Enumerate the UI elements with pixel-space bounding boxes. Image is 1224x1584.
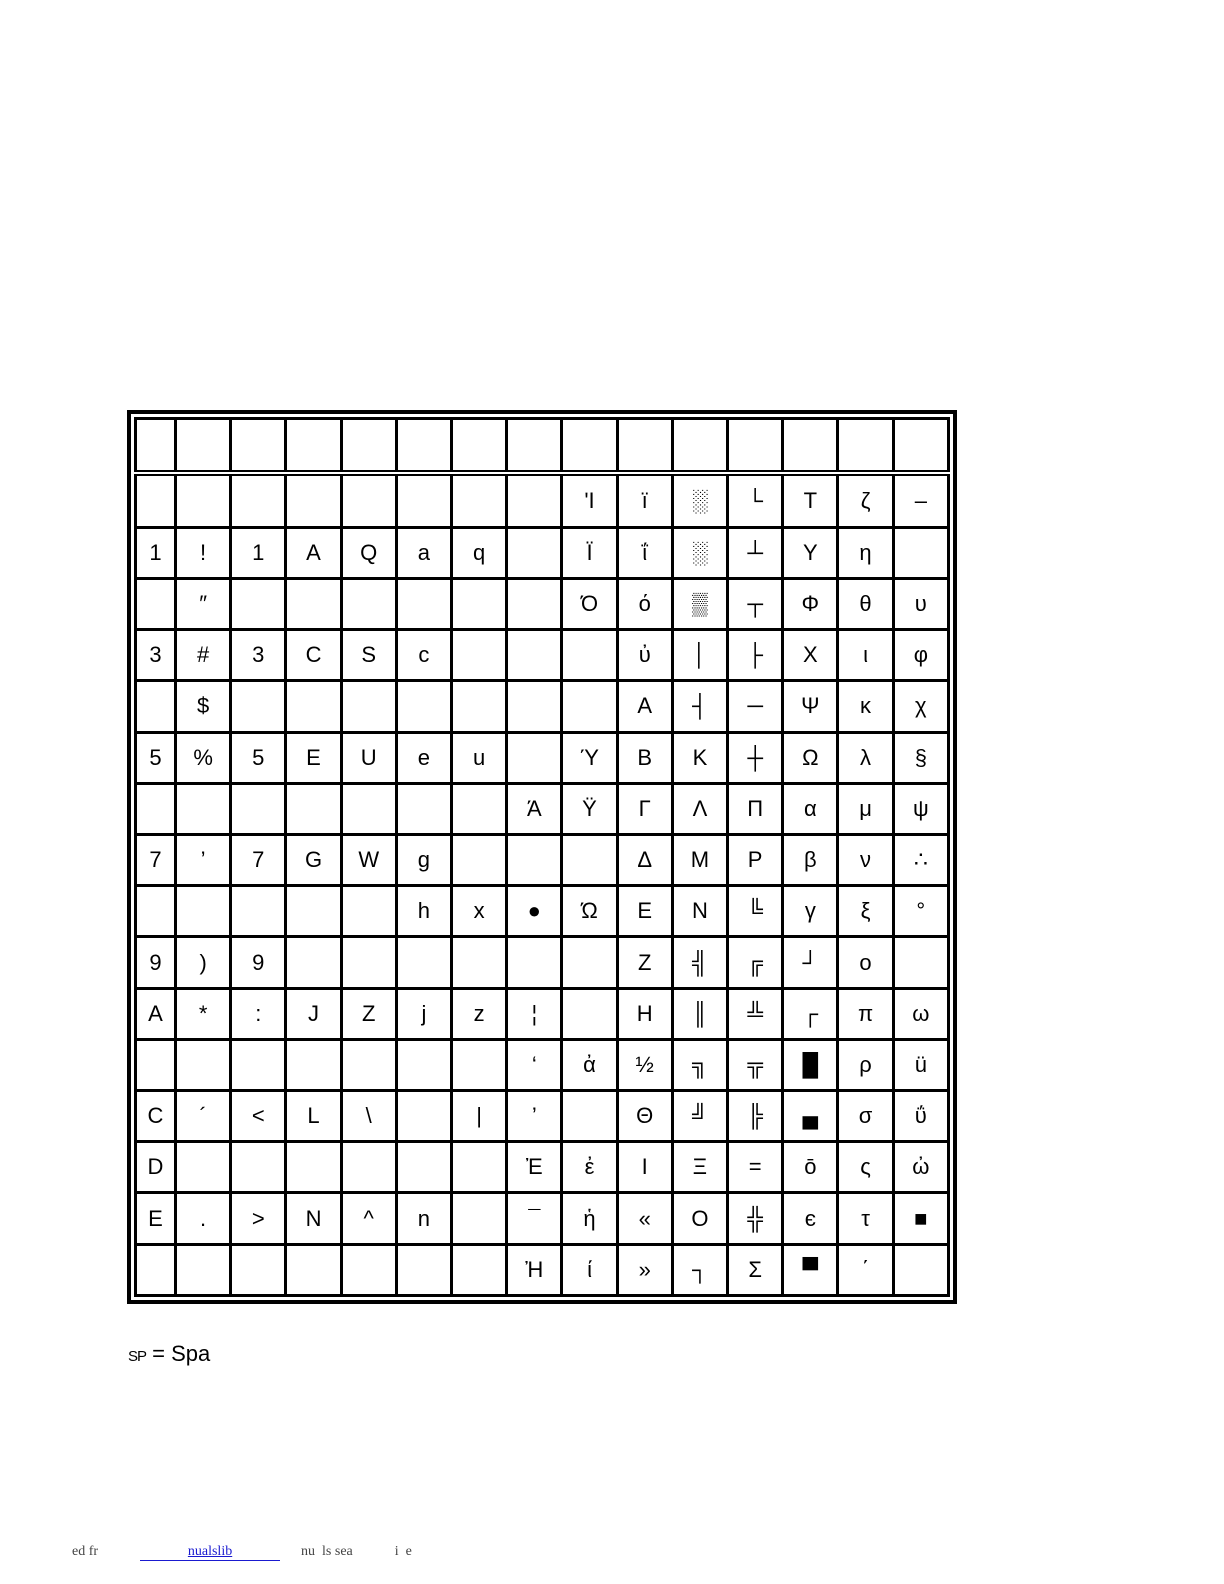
table-cell: Π: [728, 783, 783, 834]
table-row: [136, 578, 949, 629]
table-cell: [507, 835, 562, 886]
table-row: [136, 732, 949, 783]
table-cell: [728, 419, 783, 474]
table-cell: ὐ: [617, 630, 672, 681]
table-cell: ╣: [672, 937, 727, 988]
table-cell: Ά: [507, 783, 562, 834]
table-cell: ╬: [728, 1193, 783, 1244]
table-cell: ν: [838, 835, 893, 886]
table-cell: [562, 988, 617, 1039]
table-cell: λ: [838, 732, 893, 783]
table-cell: υ: [893, 578, 948, 629]
table-cell: [341, 419, 396, 474]
table-cell: 7: [231, 835, 286, 886]
table-cell: ╝: [672, 1091, 727, 1142]
table-cell: Ι: [617, 1142, 672, 1193]
table-cell: Δ: [617, 835, 672, 886]
table-cell: Υ: [783, 527, 838, 578]
table-cell: [136, 1039, 176, 1090]
table-cell: ¦: [507, 988, 562, 1039]
table-cell: Ϋ: [562, 783, 617, 834]
table-cell: Χ: [783, 630, 838, 681]
table-cell: [562, 835, 617, 886]
table-cell: e: [396, 732, 451, 783]
table-cell: [396, 681, 451, 732]
table-cell: [507, 419, 562, 474]
table-cell: ὠ: [893, 1142, 948, 1193]
table-cell: ┬: [728, 578, 783, 629]
table-cell: Λ: [672, 783, 727, 834]
table-cell: Ζ: [617, 937, 672, 988]
table-cell: Ύ: [562, 732, 617, 783]
table-cell: =: [728, 1142, 783, 1193]
table-cell: ἡ: [562, 1193, 617, 1244]
table-cell: $: [176, 681, 231, 732]
table-cell: α: [783, 783, 838, 834]
table-cell: ’: [176, 835, 231, 886]
table-cell: [562, 937, 617, 988]
table-cell: [176, 886, 231, 937]
table-cell: :: [231, 988, 286, 1039]
table-cell: [286, 1142, 341, 1193]
table-cell: \: [341, 1091, 396, 1142]
table-cell: [341, 1244, 396, 1295]
table-cell: a: [396, 527, 451, 578]
table-cell: Ξ: [672, 1142, 727, 1193]
table-cell: ╩: [728, 988, 783, 1039]
table-cell: Q: [341, 527, 396, 578]
table-cell: ╠: [728, 1091, 783, 1142]
table-cell: h: [396, 886, 451, 937]
table-cell: θ: [838, 578, 893, 629]
table-cell: [286, 783, 341, 834]
character-table: [134, 417, 950, 1297]
table-cell: [286, 1039, 341, 1090]
table-cell: [617, 419, 672, 474]
table-cell: D: [136, 1142, 176, 1193]
table-cell: ╗: [672, 1039, 727, 1090]
table-cell: [286, 578, 341, 629]
table-cell: ▄: [783, 1091, 838, 1142]
table-cell: [176, 1244, 231, 1295]
table-cell: [562, 1091, 617, 1142]
table-row: [136, 835, 949, 886]
table-row: [136, 419, 949, 474]
table-cell: [396, 937, 451, 988]
table-cell: ░: [672, 473, 727, 527]
table-cell: ἐ: [562, 1142, 617, 1193]
table-cell: [176, 419, 231, 474]
table-cell: z: [452, 988, 507, 1039]
table-cell: [341, 886, 396, 937]
table-cell: Ἠ: [507, 1244, 562, 1295]
table-cell: 5: [136, 732, 176, 783]
table-cell: Θ: [617, 1091, 672, 1142]
table-cell: γ: [783, 886, 838, 937]
table-cell: Ω: [783, 732, 838, 783]
table-cell: [452, 419, 507, 474]
table-cell: c: [396, 630, 451, 681]
table-cell: .: [176, 1193, 231, 1244]
table-cell: Φ: [783, 578, 838, 629]
table-cell: ΄: [838, 1244, 893, 1295]
table-cell: ι: [838, 630, 893, 681]
page-footer: [72, 1544, 412, 1561]
table-cell: [838, 419, 893, 474]
footer-suffix: i e: [394, 1544, 412, 1559]
table-cell: ): [176, 937, 231, 988]
table-cell: [893, 527, 948, 578]
table-cell: Z: [341, 988, 396, 1039]
table-cell: κ: [838, 681, 893, 732]
table-cell: [452, 578, 507, 629]
table-cell: π: [838, 988, 893, 1039]
legend-sp: SP: [128, 1348, 147, 1365]
table-cell: [396, 1142, 451, 1193]
table-cell: ┌: [783, 988, 838, 1039]
table-cell: [507, 473, 562, 527]
table-cell: Η: [617, 988, 672, 1039]
table-cell: [231, 1039, 286, 1090]
table-cell: [562, 681, 617, 732]
table-cell: g: [396, 835, 451, 886]
table-cell: ┼: [728, 732, 783, 783]
table-cell: E: [136, 1193, 176, 1244]
table-cell: [507, 937, 562, 988]
table-cell: є: [783, 1193, 838, 1244]
table-cell: [893, 937, 948, 988]
table-cell: W: [341, 835, 396, 886]
table-cell: ╦: [728, 1039, 783, 1090]
legend: [128, 1341, 210, 1367]
table-row: [136, 988, 949, 1039]
table-cell: §: [893, 732, 948, 783]
table-cell: »: [617, 1244, 672, 1295]
table-cell: Σ: [728, 1244, 783, 1295]
table-cell: [231, 681, 286, 732]
table-cell: Ό: [562, 578, 617, 629]
table-cell: [176, 473, 231, 527]
table-cell: [452, 473, 507, 527]
table-cell: ½: [617, 1039, 672, 1090]
table-cell: ∴: [893, 835, 948, 886]
table-cell: [231, 886, 286, 937]
table-cell: Α: [617, 681, 672, 732]
character-table-frame: [127, 410, 957, 1304]
table-cell: !: [176, 527, 231, 578]
table-row: [136, 681, 949, 732]
table-cell: Ἐ: [507, 1142, 562, 1193]
table-cell: [136, 681, 176, 732]
table-cell: %: [176, 732, 231, 783]
table-cell: [341, 1039, 396, 1090]
table-cell: A: [286, 527, 341, 578]
table-cell: [231, 783, 286, 834]
table-cell: [286, 473, 341, 527]
table-cell: [341, 473, 396, 527]
table-cell: [286, 886, 341, 937]
legend-text: = Spa: [146, 1341, 211, 1366]
table-cell: ζ: [838, 473, 893, 527]
footer-link[interactable]: nualslib: [187, 1544, 233, 1559]
table-cell: [136, 783, 176, 834]
table-cell: [452, 1244, 507, 1295]
table-cell: G: [286, 835, 341, 886]
table-cell: |: [452, 1091, 507, 1142]
table-cell: [136, 1244, 176, 1295]
table-cell: [452, 681, 507, 732]
table-cell: Ε: [617, 886, 672, 937]
table-cell: ″: [176, 578, 231, 629]
table-cell: «: [617, 1193, 672, 1244]
table-cell: ω: [893, 988, 948, 1039]
table-cell: [562, 419, 617, 474]
table-row: [136, 1039, 949, 1090]
table-row: [136, 1091, 949, 1142]
table-cell: [507, 578, 562, 629]
table-cell: Τ: [783, 473, 838, 527]
table-cell: ─: [728, 681, 783, 732]
table-row: [136, 1142, 949, 1193]
table-cell: Μ: [672, 835, 727, 886]
table-cell: [136, 419, 176, 474]
table-cell: ╚: [728, 886, 783, 937]
table-cell: ■: [893, 1193, 948, 1244]
table-cell: Ϊ: [562, 527, 617, 578]
table-cell: ʹΙ: [562, 473, 617, 527]
table-cell: ’: [507, 1091, 562, 1142]
table-cell: [231, 578, 286, 629]
table-cell: [176, 1039, 231, 1090]
table-cell: ς: [838, 1142, 893, 1193]
table-cell: [341, 937, 396, 988]
table-cell: u: [452, 732, 507, 783]
table-cell: [136, 886, 176, 937]
table-cell: Ο: [672, 1193, 727, 1244]
table-cell: ┴: [728, 527, 783, 578]
table-cell: ψ: [893, 783, 948, 834]
table-cell: [231, 419, 286, 474]
table-cell: [507, 681, 562, 732]
table-cell: Β: [617, 732, 672, 783]
table-cell: N: [286, 1193, 341, 1244]
table-cell: τ: [838, 1193, 893, 1244]
table-cell: [341, 783, 396, 834]
table-cell: [783, 419, 838, 474]
table-row: [136, 886, 949, 937]
table-cell: [176, 1142, 231, 1193]
table-cell: [286, 1244, 341, 1295]
table-cell: ‘: [507, 1039, 562, 1090]
table-cell: A: [136, 988, 176, 1039]
table-cell: ●: [507, 886, 562, 937]
table-cell: ō: [783, 1142, 838, 1193]
table-cell: ▀: [783, 1244, 838, 1295]
table-cell: Ψ: [783, 681, 838, 732]
table-row: [136, 1193, 949, 1244]
table-cell: ╔: [728, 937, 783, 988]
table-cell: Γ: [617, 783, 672, 834]
table-cell: 1: [231, 527, 286, 578]
table-cell: L: [286, 1091, 341, 1142]
table-cell: 9: [231, 937, 286, 988]
table-cell: [341, 681, 396, 732]
table-cell: [231, 1244, 286, 1295]
table-cell: ┐: [672, 1244, 727, 1295]
table-cell: °: [893, 886, 948, 937]
table-cell: ░: [672, 527, 727, 578]
table-cell: [507, 527, 562, 578]
table-cell: [507, 732, 562, 783]
table-cell: └: [728, 473, 783, 527]
table-cell: [893, 419, 948, 474]
table-cell: 7: [136, 835, 176, 886]
table-cell: <: [231, 1091, 286, 1142]
table-row: [136, 527, 949, 578]
footer-middle: nu ls sea: [301, 1544, 353, 1559]
table-cell: [176, 783, 231, 834]
table-cell: >: [231, 1193, 286, 1244]
table-cell: 9: [136, 937, 176, 988]
table-cell: [396, 1039, 451, 1090]
table-cell: 3: [136, 630, 176, 681]
table-cell: *: [176, 988, 231, 1039]
table-row: [136, 783, 949, 834]
table-cell: [231, 473, 286, 527]
table-cell: σ: [838, 1091, 893, 1142]
table-cell: ρ: [838, 1039, 893, 1090]
table-cell: [452, 1142, 507, 1193]
table-cell: η: [838, 527, 893, 578]
table-cell: Κ: [672, 732, 727, 783]
table-row: [136, 630, 949, 681]
table-cell: ΰ: [893, 1091, 948, 1142]
table-cell: ο: [838, 937, 893, 988]
table-cell: [286, 419, 341, 474]
table-cell: S: [341, 630, 396, 681]
table-cell: [452, 630, 507, 681]
table-cell: –: [893, 473, 948, 527]
table-cell: [893, 1244, 948, 1295]
table-cell: x: [452, 886, 507, 937]
table-row: [136, 473, 949, 527]
table-cell: ┤: [672, 681, 727, 732]
table-cell: 3: [231, 630, 286, 681]
table-cell: [341, 1142, 396, 1193]
table-cell: [396, 1244, 451, 1295]
table-cell: ξ: [838, 886, 893, 937]
table-cell: [672, 419, 727, 474]
table-cell: [396, 419, 451, 474]
table-cell: C: [286, 630, 341, 681]
table-cell: [452, 783, 507, 834]
table-cell: Ρ: [728, 835, 783, 886]
table-cell: β: [783, 835, 838, 886]
table-cell: ^: [341, 1193, 396, 1244]
table-cell: ἀ: [562, 1039, 617, 1090]
table-cell: ´: [176, 1091, 231, 1142]
table-cell: q: [452, 527, 507, 578]
table-cell: ▒: [672, 578, 727, 629]
table-cell: μ: [838, 783, 893, 834]
table-cell: U: [341, 732, 396, 783]
table-cell: [396, 578, 451, 629]
table-cell: [396, 1091, 451, 1142]
table-cell: ί: [562, 1244, 617, 1295]
table-cell: [452, 835, 507, 886]
table-cell: [286, 937, 341, 988]
table-cell: ║: [672, 988, 727, 1039]
table-cell: ü: [893, 1039, 948, 1090]
table-cell: [452, 937, 507, 988]
table-cell: [396, 783, 451, 834]
table-cell: 1: [136, 527, 176, 578]
table-cell: [136, 473, 176, 527]
table-cell: [341, 578, 396, 629]
table-cell: ΐ: [617, 527, 672, 578]
table-cell: [507, 630, 562, 681]
table-cell: n: [396, 1193, 451, 1244]
table-cell: E: [286, 732, 341, 783]
table-cell: χ: [893, 681, 948, 732]
table-cell: █: [783, 1039, 838, 1090]
table-cell: │: [672, 630, 727, 681]
table-cell: [396, 473, 451, 527]
table-cell: j: [396, 988, 451, 1039]
table-cell: J: [286, 988, 341, 1039]
table-cell: 5: [231, 732, 286, 783]
table-cell: φ: [893, 630, 948, 681]
table-cell: [452, 1193, 507, 1244]
table-cell: [452, 1039, 507, 1090]
table-row: [136, 1244, 949, 1295]
table-cell: ï: [617, 473, 672, 527]
table-cell: ¯: [507, 1193, 562, 1244]
table-cell: Ν: [672, 886, 727, 937]
table-cell: C: [136, 1091, 176, 1142]
table-cell: Ώ: [562, 886, 617, 937]
table-cell: ό: [617, 578, 672, 629]
table-cell: [562, 630, 617, 681]
table-cell: [136, 578, 176, 629]
table-row: [136, 937, 949, 988]
table-cell: #: [176, 630, 231, 681]
table-cell: [286, 681, 341, 732]
footer-prefix: ed fr: [72, 1544, 99, 1559]
table-cell: ├: [728, 630, 783, 681]
table-cell: ┘: [783, 937, 838, 988]
table-cell: [231, 1142, 286, 1193]
